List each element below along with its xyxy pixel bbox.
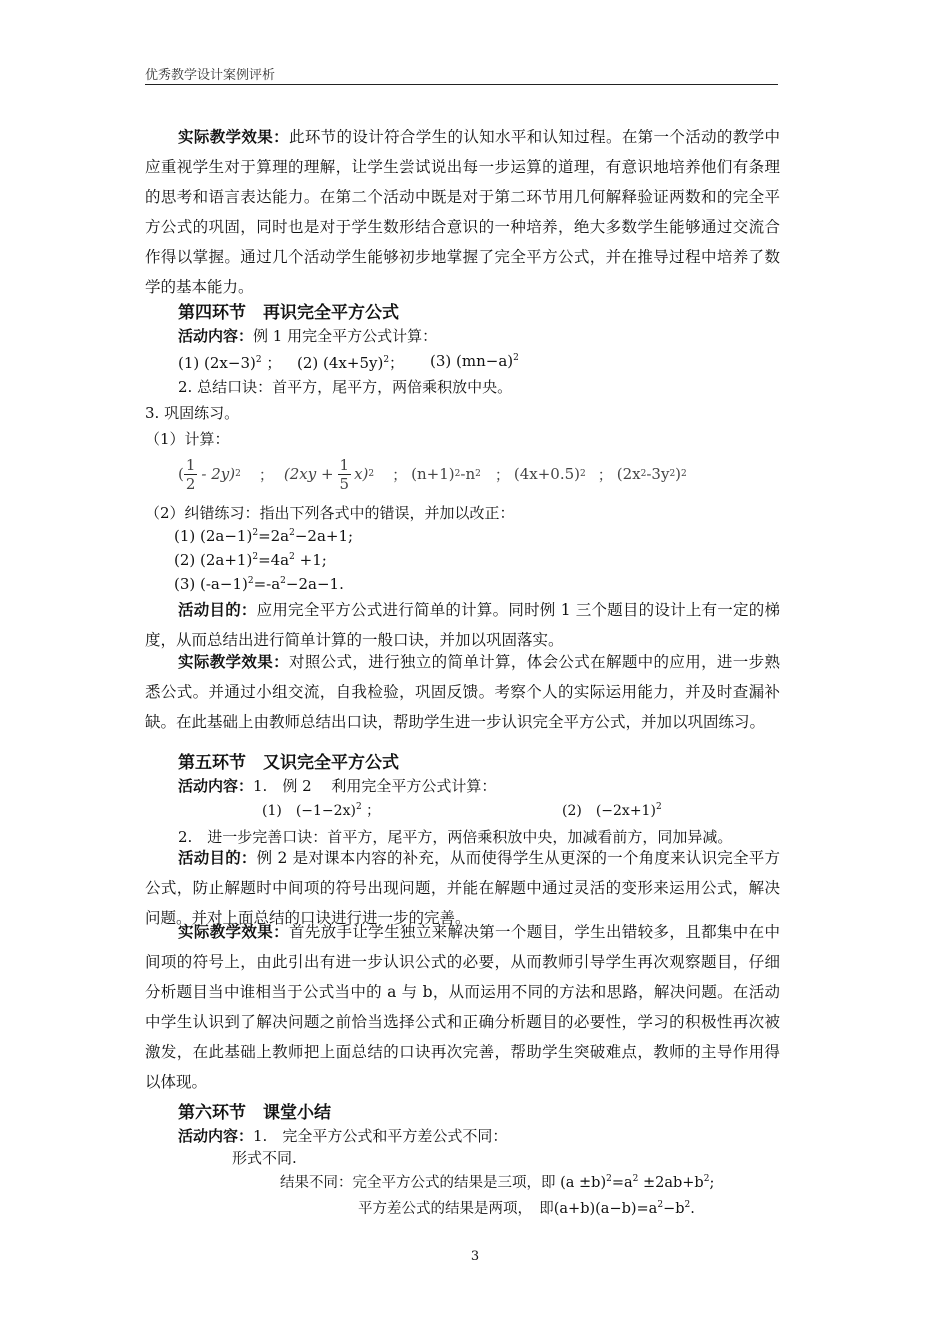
s5-ex2-text: (2) (−2x+1) — [562, 803, 656, 819]
expr-5b: -3y — [646, 465, 670, 483]
s4-purpose-text: 应用完全平方公式进行简单的计算。同时例 1 三个题目的设计上有一定的梯度，从而总结出进行简单计算的一般口诀，并加以巩固落实。 — [145, 601, 780, 649]
sup: 2 — [280, 576, 286, 586]
s6-content-label: 活动内容： — [178, 1127, 254, 1145]
sup: 2 — [247, 576, 254, 586]
s4-content-label: 活动内容： — [178, 327, 254, 345]
s5-example-2 — [562, 800, 662, 820]
sup: 2 — [513, 353, 519, 363]
s6-content-text: 1. 完全平方公式和平方差公式不同： — [253, 1127, 508, 1145]
s5-example-1 — [262, 800, 380, 820]
expr-rest: x) — [354, 465, 369, 483]
section-6-heading: 第六环节 课堂小结 — [178, 1103, 331, 1123]
c3a: (3) (-a−1) — [174, 575, 248, 593]
c3c: −2a−1. — [285, 575, 344, 593]
c1b: =2a — [258, 527, 290, 545]
expr-open: (2xy + — [283, 465, 334, 483]
s4-example-1 — [178, 352, 281, 373]
sup: 2 — [255, 355, 262, 365]
c3b: =-a — [253, 575, 281, 593]
sup: 2 — [655, 802, 662, 812]
s4-purpose-label: 活动目的： — [178, 600, 257, 619]
r1-tail: ; — [709, 1175, 715, 1191]
s5-effect-label: 实际教学效果： — [178, 922, 289, 941]
sup: 2 — [383, 355, 390, 365]
s4-correct-1 — [174, 527, 353, 545]
expr-3: (n+1) — [411, 465, 455, 483]
c1c: −2a+1; — [294, 527, 354, 545]
r1-text: 完全平方公式的结果是三项，即 (a ±b) — [352, 1175, 607, 1191]
sep: ； — [392, 465, 408, 484]
s4-correct-label: （2）纠错练习：指出下列各式中的错误，并加以改正： — [145, 504, 515, 522]
s4-correct-2 — [174, 551, 327, 569]
sep: ； — [494, 465, 510, 484]
sup: 2 — [703, 1174, 710, 1184]
page-number: 3 — [470, 1249, 480, 1264]
sup: 2 — [289, 552, 295, 562]
sep: ； — [366, 803, 381, 819]
c2b: =4a — [258, 551, 290, 569]
sup: 2 — [632, 1174, 639, 1184]
expr-4: (4x+0.5) — [513, 465, 580, 483]
effect-label: 实际教学效果： — [178, 127, 289, 146]
fraction-one-half — [184, 456, 198, 493]
expr-5a: (2x — [616, 465, 641, 483]
s4-ex2-text: (2) (4x+5y) — [297, 354, 384, 372]
s6-content-line — [178, 1125, 507, 1146]
s4-effect-paragraph — [145, 647, 780, 737]
denominator: 5 — [339, 474, 350, 493]
sep: ； — [258, 465, 274, 484]
numerator: 1 — [185, 455, 196, 474]
section-5-heading: 第五环节 又识完全平方公式 — [178, 753, 399, 773]
s5-effect-text: 首先放手让学生独立来解决第一个题目，学生出错较多，且都集中在中间项的符号上，由此引出有进一步认识公式的必要，从而教师引导学生再次观察题目，仔细分析题目当中谁相当于公式当中的 a 与 b，从而运用不同的方法和思路，解决问题。在活动中学生认识到了解决问题之前恰当选择公式和正确分析题目的必要性，学习的积极性再次被激发，在此基础上教师把上面总结的口诀再次完善，帮助学生突破难点，教师的主导作用得以体现。 — [145, 923, 780, 1091]
s5-content-line — [178, 775, 496, 796]
expr-3-tail: -n — [460, 465, 476, 483]
s5-item-2: 2. 进一步完善口诀：首平方，尾平方，两倍乘积放中央，加减看前方，同加异减。 — [178, 828, 733, 846]
r2-text: 平方差公式的结果是两项， 即(a+b)(a−b)=a — [358, 1201, 658, 1217]
sup: 2 — [289, 528, 295, 538]
r1-label: 结果不同： — [280, 1175, 353, 1191]
s4-item-2: 2. 总结口诀：首平方，尾平方，两倍乘积放中央。 — [178, 378, 513, 396]
page-header-title: 优秀教学设计案例评析 — [145, 68, 276, 83]
s6-form-diff: 形式不同. — [232, 1149, 297, 1167]
sep: ； — [389, 354, 405, 372]
sup: 2 — [252, 528, 259, 538]
r2-mid: −b — [663, 1201, 685, 1217]
fraction-one-fifth — [338, 456, 352, 493]
denominator: 2 — [185, 474, 196, 493]
effect-text: 此环节的设计符合学生的认知水平和认知过程。在第一个活动的教学中应重视学生对于算理的理解，让学生尝试说出每一步运算的道理，有意识地培养他们有条理的思考和语言表达能力。在第二个活动中既是对于第二环节用几何解释验证两数和的完全平方公式的巩固，同时也是对于学生数形结合意识的一种培养，绝大多数学生能够通过交流合作得以掌握。通过几个活动学生能够初步地掌握了完全平方公式，并在推导过程中培养了数学的基本能力。 — [145, 128, 780, 296]
s4-ex1-text: (1) (2x−3) — [178, 354, 256, 372]
sup: 2 — [606, 1174, 612, 1184]
s4-example-3 — [430, 352, 519, 370]
sup: 2 — [657, 1200, 664, 1210]
s4-calc-expressions: ( $\frac{1}{2}$ - 2y) 2 ； (2xy + $\frac{1}{5}$ x) 2 ； (n+1) 2 -n 2 ； (4x+0.5) 2 ； (2x 2 -3y 2 ) 2 — [178, 455, 687, 493]
s5-purpose-label: 活动目的： — [178, 848, 257, 867]
s5-content-text: 1. 例 2 利用完全平方公式计算： — [253, 777, 497, 795]
s4-calc-label: （1）计算： — [145, 430, 230, 448]
s4-ex3-text: (3) (mn−a) — [430, 352, 514, 370]
r1-end: ±2ab+b — [638, 1175, 704, 1191]
s4-item-3: 3. 巩固练习。 — [145, 404, 240, 422]
sup: 2 — [684, 1200, 691, 1210]
paren: ( — [178, 465, 184, 483]
r1-mid: =a — [611, 1175, 633, 1191]
r2-tail: . — [690, 1201, 695, 1217]
s4-effect-text: 对照公式，进行独立的简单计算，体会公式在解题中的应用，进一步熟悉公式。并通过小组交流，自我检验，巩固反馈。考察个人的实际运用能力，并及时查漏补缺。在此基础上由教师总结出口诀，帮助学生进一步认识完全平方公式，并加以巩固练习。 — [145, 653, 780, 731]
c2c: +1; — [294, 551, 327, 569]
effect-paragraph-1 — [145, 122, 780, 302]
s4-effect-label: 实际教学效果： — [178, 652, 289, 671]
s5-content-label: 活动内容： — [178, 777, 254, 795]
s4-correct-3 — [174, 575, 344, 593]
s4-example-2 — [297, 352, 404, 373]
s5-ex1-text: (1) (−1−2x) — [262, 803, 356, 819]
s4-purpose-paragraph — [145, 595, 780, 655]
expr-rest: - 2y) — [201, 465, 236, 483]
s6-result-diff-2 — [358, 1197, 695, 1218]
c2a: (2) (2a+1) — [174, 551, 253, 569]
s5-purpose-text: 例 2 是对课本内容的补充，从而使得学生从更深的一个角度来认识完全平方公式，防止解题时中间项的符号出现问题，并能在解题中通过灵活的变形来运用公式，解决问题。并对上面总结的口诀进行进一步的完善。 — [145, 849, 780, 927]
expr-5c: ) — [675, 465, 682, 483]
sup: 2 — [252, 552, 259, 562]
s4-content-line — [178, 325, 437, 346]
section-4-heading: 第四环节 再识完全平方公式 — [178, 303, 399, 323]
sep: ； — [266, 354, 282, 372]
numerator: 1 — [339, 455, 350, 474]
sep: ； — [597, 465, 613, 484]
c1a: (1) (2a−1) — [174, 527, 253, 545]
header-rule — [145, 84, 778, 85]
s4-content-text: 例 1 用完全平方公式计算： — [253, 327, 438, 345]
sup: 2 — [355, 802, 362, 812]
s5-effect-paragraph — [145, 917, 780, 1097]
s6-result-diff-1 — [280, 1171, 714, 1192]
